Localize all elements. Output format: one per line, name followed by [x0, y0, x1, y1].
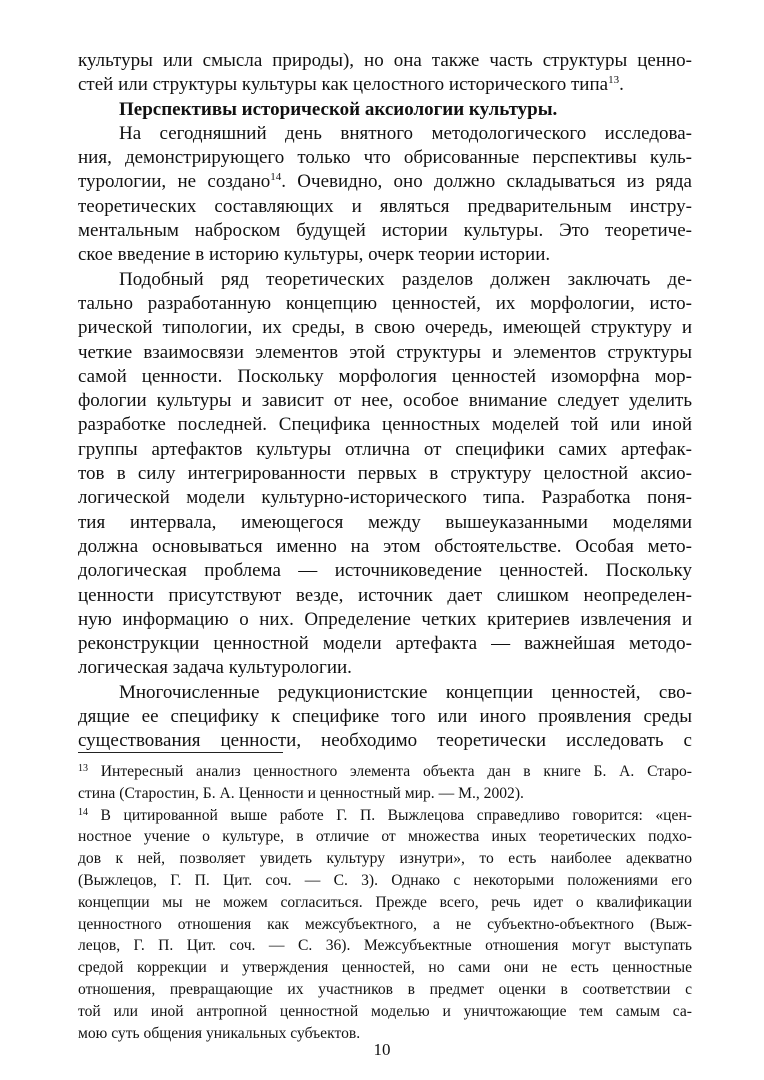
footnote-ref[interactable]: 14: [270, 171, 282, 184]
footnotes: [78, 761, 692, 1044]
section-heading: Перспективы исторической аксиологии культуры.: [119, 98, 558, 120]
page-number: 10: [373, 1040, 391, 1059]
footnote-line: мою суть общения уникальных субъектов.: [78, 1024, 361, 1042]
text-line: дящие ее специфику к специфике того или иного проявления среды: [78, 706, 692, 728]
text-line: ния, демонстрирующего только что обрисованные перспективы куль-: [78, 147, 692, 169]
footnote-number: 13: [78, 763, 88, 774]
footnote-line: ностное учение о культуре, в отличие от множества иных теоретических подхо-: [78, 828, 692, 846]
footnote-line: отношения, превращающие их участников в предмет оценки в соответствии с: [78, 980, 692, 998]
text-line: культуры или смысла природы), но она также часть структуры ценно-: [78, 50, 692, 71]
text-line: тально разработанную концепцию ценностей, их морфологии, исто-: [78, 292, 692, 314]
footnote-divider: [78, 752, 283, 753]
footnote-line: средой коррекции и утверждения ценностей, но сами они не есть ценностные: [78, 959, 692, 977]
footnote-line: (Выжлецов, Г. П. Цит. соч. — С. 3). Однако с некоторыми положениями его: [78, 871, 692, 889]
footnote-line: той или иной антропной ценностной моделью и уничтожающие тем самым са-: [78, 1002, 692, 1020]
text-line: стей или структуры культуры как целостного исторического типа$^{13}$.: [78, 74, 624, 96]
text-line: логической модели культурно-исторического типа. Разработка поня-: [78, 487, 692, 509]
text-line: существования ценности, необходимо теоретически исследовать с: [78, 730, 692, 752]
text-line: реконструкции ценностной модели артефакта — важнейшая методо-: [78, 633, 692, 655]
text-line: ское введение в историю культуры, очерк теории истории.: [78, 244, 551, 266]
text-line: На сегодняшний день внятного методологического исследова-: [119, 122, 692, 144]
footnote-line: $^{13}$ Интересный анализ ценностного элемента объекта дан в книге Б. А. Старо-: [78, 763, 692, 780]
text-line: ную информацию о них. Определение четких критериев извлечения и: [78, 608, 692, 630]
text-line: четкие взаимосвязи элементов этой структуры и элементов структуры: [78, 341, 692, 363]
footnote-line: ценностного отношения как межсубъектного, а не субъектно-объектного (Выж-: [78, 915, 692, 933]
text-line: рической типологии, их среды, в свою очередь, имеющей структуру и: [78, 317, 692, 339]
text-line: ментальным наброском будущей истории культуры. Это теоретиче-: [78, 220, 692, 242]
footnote-ref[interactable]: 13: [608, 74, 620, 87]
text-line: тов в силу интегрированности первых в структуру целостной аксио-: [78, 463, 692, 485]
text-line: Многочисленные редукционистские концепции ценностей, сво-: [119, 681, 692, 703]
text-line: логическая задача культурологии.: [78, 657, 352, 679]
footnote-line: $^{14}$ В цитированной выше работе Г. П. Выжлецова справедливо говорится: «цен-: [78, 806, 692, 824]
footnote-line: лецов, Г. П. Цит. соч. — С. 36). Межсубъектные отношения могут выступать: [78, 937, 692, 955]
text-line: самой ценности. Поскольку морфология ценностей изоморфна мор-: [78, 365, 692, 387]
footnote-line: дов к ней, позволяет увидеть культуру изнутри», то есть наиболее адекватно: [78, 850, 692, 868]
text-line: фологии культуры и зависит от нее, особое внимание следует уделить: [78, 390, 692, 412]
footnote-number: 14: [78, 806, 88, 818]
text-line: тия интервала, имеющегося между вышеуказанными моделями: [78, 511, 692, 533]
text-line: ценности присутствуют везде, источник дает слишком неопределен-: [78, 584, 692, 606]
footnote-line: стина (Старостин, Б. А. Ценности и ценностный мир. — М., 2002).: [78, 784, 524, 802]
text-line: должна основываться именно на этом обстоятельстве. Особая мето-: [78, 535, 692, 557]
text-line: дологическая проблема — источниковедение ценностей. Поскольку: [78, 560, 692, 582]
footnote-line: концепции мы не можем согласиться. Прежде всего, речь идет о квалификации: [78, 893, 692, 911]
text-line: турологии, не создано$^{14}$. Очевидно, оно должно складываться из ряда: [78, 171, 692, 193]
text-line: группы артефактов культуры отлична от специфики самих артефак-: [78, 438, 692, 460]
text-line: Подобный ряд теоретических разделов должен заключать де-: [119, 268, 692, 290]
text-line: теоретических составляющих и являться предварительным инстру-: [78, 195, 692, 217]
text-line: разработке последней. Специфика ценностных моделей той или иной: [78, 414, 692, 436]
main-text: [78, 49, 692, 754]
